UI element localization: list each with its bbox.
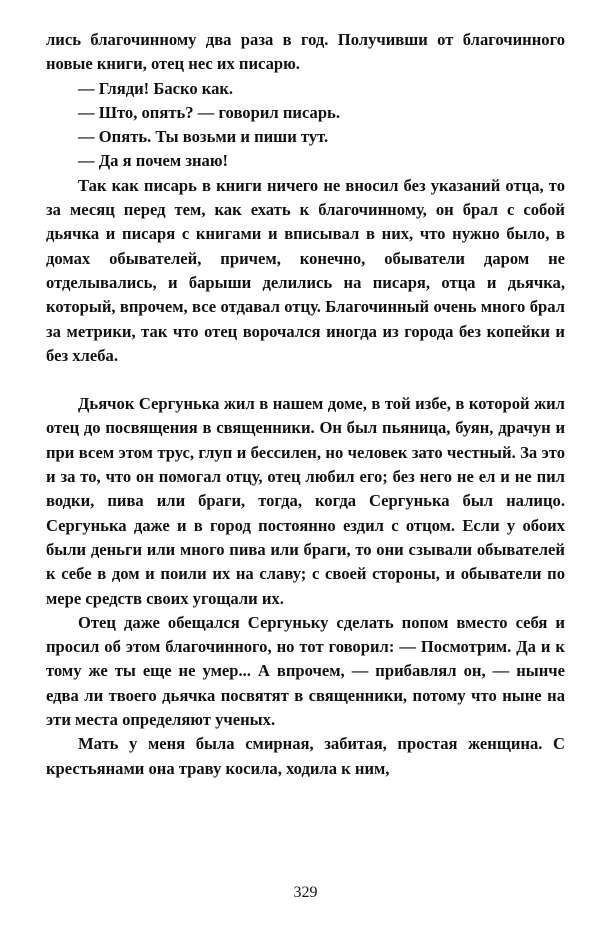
paragraph-mother: Мать у меня была смирная, забитая, простая женщина. С крестьянами она траву косила, ходила к ним, — [46, 734, 565, 778]
paragraph-scribe-records: Так как писарь в книги ничего не вносил без указаний отца, то за месяц перед тем, как ехать к благочинному, он брал с собой дьячка и писаря с книгами и вписывал в них, что нужно было, в домах обывателей, причем, конечно, обыватели даром не отделывались, и барыши делились на писаря, отца и дьячка, который, впрочем, все отдавал отцу. Благочинный очень много брал за метрики, так что отец ворочался иногда из города без копейки и без хлеба. — [46, 175, 565, 365]
dialogue-line-4: — Да я почем знаю! — [78, 151, 229, 171]
page-number: 329 — [293, 884, 318, 901]
dialogue-line-1: — Гляди! Баско как. — [78, 78, 234, 98]
dialogue-line-3: — Опять. Ты возьми и пиши тут. — [78, 127, 329, 147]
paragraph-father-promise: Отец даже обещался Сергуньку сделать попом вместо себя и просил об этом благочинного, но тот говорил: — Посмотрим. Да и к тому же ты еще не умер... А впрочем, — прибавлял он, — нынче едва ли твоего дьячка посвятят в священники, потому что ныне на эти места определяют ученых. — [46, 612, 565, 730]
paragraph-continuation: лись благочинному два раза в год. Получивши от благочинного новые книги, отец нес их писарю. — [46, 30, 565, 74]
book-page — [46, 28, 565, 908]
section-break — [46, 368, 565, 392]
dialogue-line-2: — Што, опять? — говорил писарь. — [78, 102, 340, 122]
paragraph-sergunka: Дьячок Сергунька жил в нашем доме, в той избе, в которой жил отец до посвящения в священники. Он был пьяница, буян, драчун и при всем этом трус, глуп и бессилен, но человек зато честный. За это и за то, что он помогал отцу, отец любил его; без него не ел и не пил водки, пива или браги, тогда, когда Сергунька был налицо. Сергунька даже и в город постоянно ездил с отцом. Если у обоих были деньги или много пива или браги, то они сзывали обывателей к себе в дом и поили их на славу; с своей стороны, и обыватели по мере средств своих угощали их. — [46, 394, 565, 608]
